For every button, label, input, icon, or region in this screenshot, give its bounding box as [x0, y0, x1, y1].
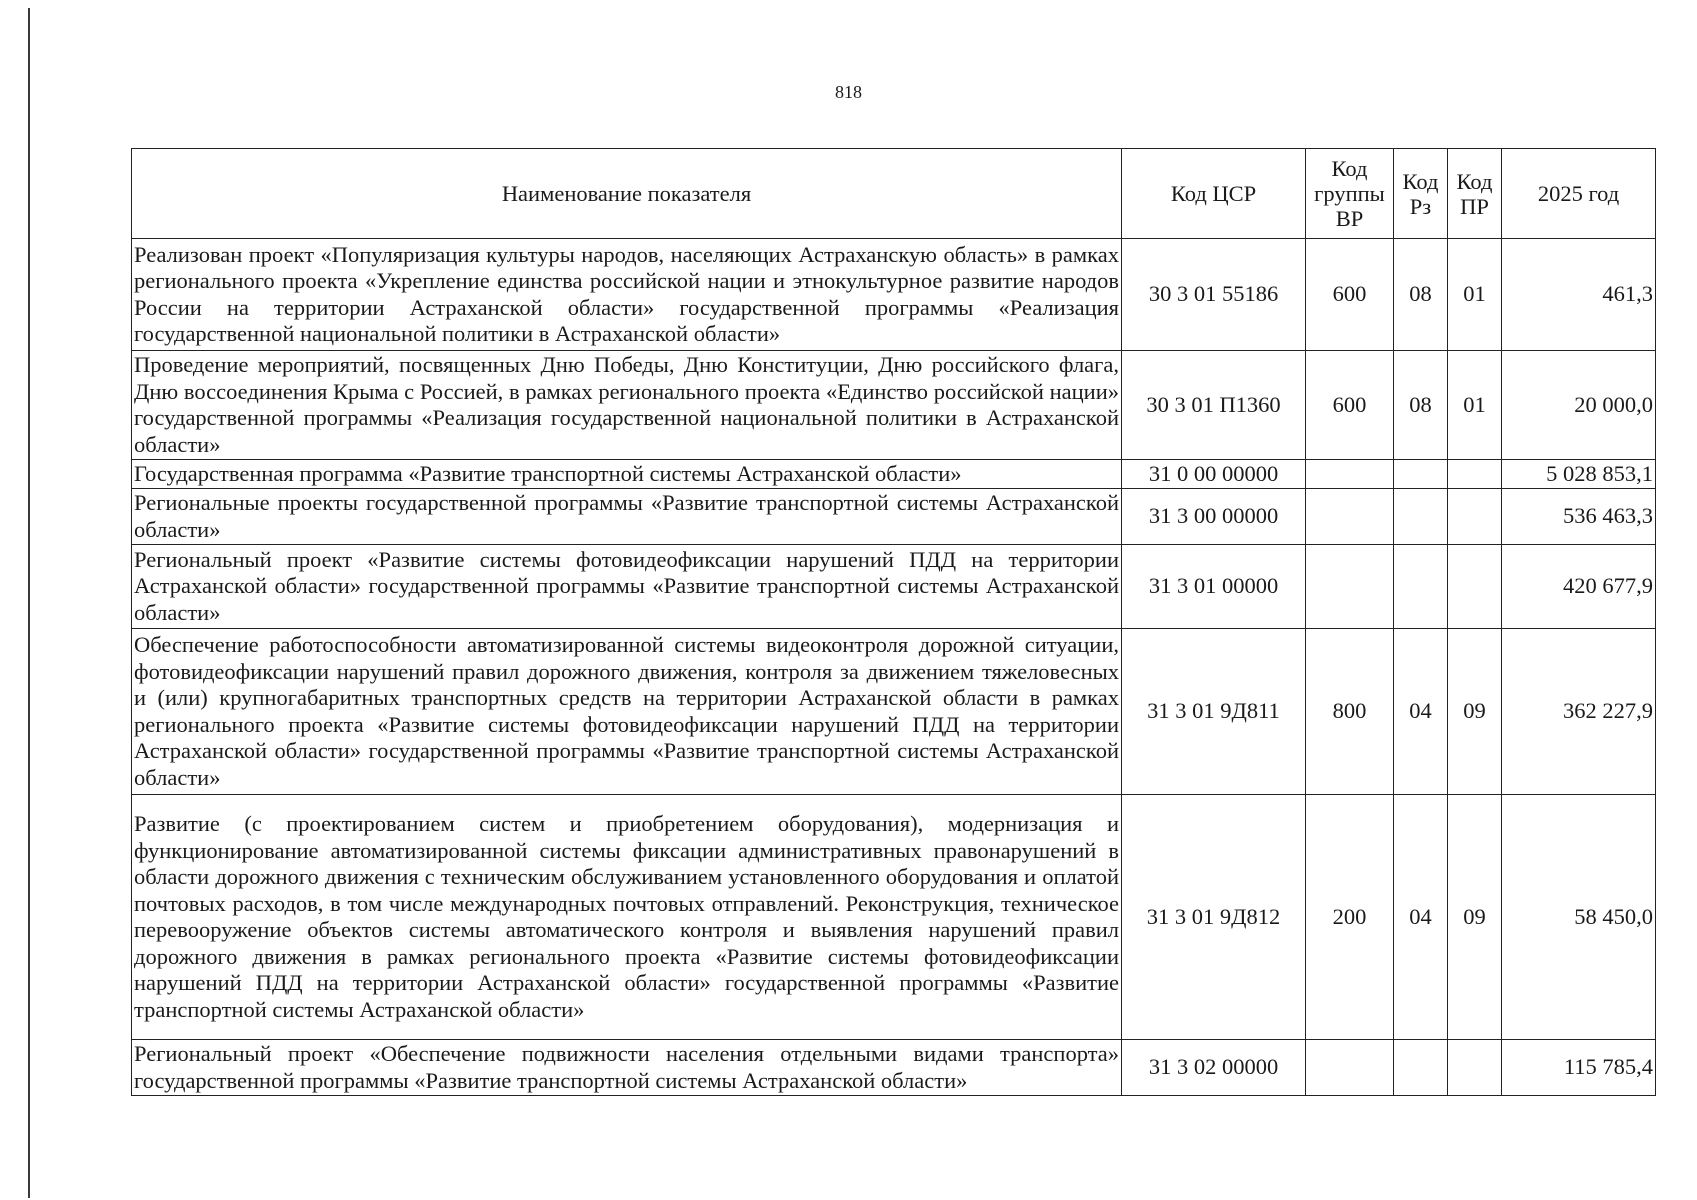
row-vr-code — [1306, 545, 1394, 629]
row-rz-code — [1394, 545, 1448, 629]
row-rz-code: 04 — [1394, 795, 1448, 1040]
row-csr-code: 31 3 01 00000 — [1122, 545, 1306, 629]
row-csr-code: 31 3 01 9Д812 — [1122, 795, 1306, 1040]
table-row — [132, 629, 1656, 795]
header-year-2025: 2025 год — [1502, 149, 1656, 239]
row-pr-code: 01 — [1448, 239, 1502, 351]
row-rz-code — [1394, 489, 1448, 545]
row-name: Государственная программа «Развитие транспортной системы Астраханской области» — [132, 460, 1122, 489]
row-vr-code: 600 — [1306, 351, 1394, 460]
row-name: Развитие (с проектированием систем и приобретением оборудования), модернизация и функционирование автоматизированной системы фиксации административных правонарушений в области дорожного движения с техническим обслуживанием установленного оборудования и оплатой почтовых расходов, в том числе международных почтовых отправлений. Реконструкция, техническое перевооружение объектов системы автоматического контроля и выявления нарушений правил дорожного движения в рамках регионального проекта «Развитие системы фотовидеофиксации нарушений ПДД на территории Астраханской области» государственной программы «Развитие транспортной системы Астраханской области» — [132, 795, 1122, 1040]
row-name: Региональный проект «Обеспечение подвижности населения отдельными видами транспорта» государственной программы «Развитие транспортной системы Астраханской области» — [132, 1040, 1122, 1096]
table-row — [132, 1040, 1656, 1096]
row-rz-code: 08 — [1394, 239, 1448, 351]
table-row — [132, 795, 1656, 1040]
row-csr-code: 31 3 01 9Д811 — [1122, 629, 1306, 795]
row-vr-code: 600 — [1306, 239, 1394, 351]
row-amount-2025: 20 000,0 — [1502, 351, 1656, 460]
row-pr-code: 09 — [1448, 795, 1502, 1040]
row-name: Реализован проект «Популяризация культуры народов, населяющих Астраханскую область» в рамках регионального проекта «Укрепление единства российской нации и этнокультурное развитие народов России на территории Астраханской области» государственной программы «Реализация государственной национальной политики в Астраханской области» — [132, 239, 1122, 351]
table-row — [132, 239, 1656, 351]
table-row — [132, 460, 1656, 489]
row-vr-code: 800 — [1306, 629, 1394, 795]
row-rz-code: 04 — [1394, 629, 1448, 795]
row-rz-code — [1394, 460, 1448, 489]
page-number: 818 — [835, 82, 862, 102]
row-name: Обеспечение работоспособности автоматизированной системы видеоконтроля дорожной ситуации, фотовидеофиксации нарушений правил дорожного движения, контроля за движением тяжеловесных и (или) крупногабаритных транспортных средств на территории Астраханской области в рамках регионального проекта «Развитие системы фотовидеофиксации нарушений ПДД на территории Астраханской области» государственной программы «Развитие транспортной системы Астраханской области» — [132, 629, 1122, 795]
row-amount-2025: 115 785,4 — [1502, 1040, 1656, 1096]
row-csr-code: 31 3 02 00000 — [1122, 1040, 1306, 1096]
row-vr-code — [1306, 460, 1394, 489]
row-pr-code: 01 — [1448, 351, 1502, 460]
row-rz-code: 08 — [1394, 351, 1448, 460]
row-pr-code — [1448, 489, 1502, 545]
row-amount-2025: 461,3 — [1502, 239, 1656, 351]
row-pr-code — [1448, 460, 1502, 489]
row-name: Региональный проект «Развитие системы фотовидеофиксации нарушений ПДД на территории Астраханской области» государственной программы «Развитие транспортной системы Астраханской области» — [132, 545, 1122, 629]
row-amount-2025: 420 677,9 — [1502, 545, 1656, 629]
row-csr-code: 30 3 01 П1360 — [1122, 351, 1306, 460]
row-csr-code: 30 3 01 55186 — [1122, 239, 1306, 351]
row-amount-2025: 536 463,3 — [1502, 489, 1656, 545]
row-csr-code: 31 0 00 00000 — [1122, 460, 1306, 489]
row-vr-code: 200 — [1306, 795, 1394, 1040]
row-amount-2025: 5 028 853,1 — [1502, 460, 1656, 489]
row-rz-code — [1394, 1040, 1448, 1096]
row-pr-code: 09 — [1448, 629, 1502, 795]
row-name: Региональные проекты государственной программы «Развитие транспортной системы Астраханской области» — [132, 489, 1122, 545]
row-name: Проведение мероприятий, посвященных Дню Победы, Дню Конституции, Дню российского флага, Дню воссоединения Крыма с Россией, в рамках регионального проекта «Единство российской нации» государственной программы «Реализация государственной национальной политики в Астраханской области» — [132, 351, 1122, 460]
header-rz-code: Код Рз — [1394, 149, 1448, 239]
row-pr-code — [1448, 545, 1502, 629]
table-row — [132, 351, 1656, 460]
header-pr-code: Код ПР — [1448, 149, 1502, 239]
row-amount-2025: 58 450,0 — [1502, 795, 1656, 1040]
header-csr-code: Код ЦСР — [1122, 149, 1306, 239]
header-name: Наименование показателя — [132, 149, 1122, 239]
row-vr-code — [1306, 489, 1394, 545]
table-header-row — [132, 149, 1656, 239]
row-vr-code — [1306, 1040, 1394, 1096]
scan-edge-line — [28, 8, 30, 1198]
row-amount-2025: 362 227,9 — [1502, 629, 1656, 795]
header-vr-code: Код группы ВР — [1306, 149, 1394, 239]
table-row — [132, 545, 1656, 629]
row-pr-code — [1448, 1040, 1502, 1096]
table-row — [132, 489, 1656, 545]
row-csr-code: 31 3 00 00000 — [1122, 489, 1306, 545]
budget-table — [131, 148, 1656, 1096]
